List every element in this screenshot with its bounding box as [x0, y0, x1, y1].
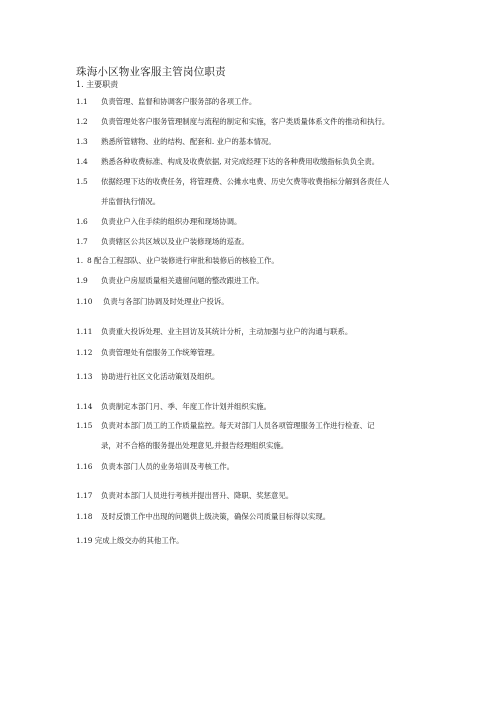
duty-text: 负责管理、监督和协调客户服务部的各项工作。 — [101, 97, 257, 106]
duty-item — [76, 402, 271, 412]
duty-continuation: 并监督执行情况。 — [101, 197, 161, 206]
duty-number: 1.7 — [76, 237, 88, 246]
duty-number: 1.15 — [76, 421, 93, 430]
duty-number: 1.16 — [76, 462, 93, 471]
duty-text: 负责重大投诉处理、业主回访及其统计分析，主动加强与业户的沟通与联系。 — [101, 327, 353, 336]
duty-item — [76, 237, 249, 247]
duty-text: 及时反馈工作中出现的问题供上级决策，确保公司质量目标得以实现。 — [101, 512, 331, 521]
duty-number: 1.12 — [76, 348, 93, 357]
duty-item — [76, 421, 374, 431]
duty-item — [76, 348, 219, 358]
duty-item — [76, 276, 264, 286]
duty-text: 负责制定本部门月、季、年度工作计划并组织实施。 — [101, 402, 271, 411]
duty-text: 负责管理处客户服务管理制度与流程的制定和实施，客户类质量体系文件的推动和执行。 — [101, 117, 390, 126]
duty-number: 1.14 — [76, 402, 93, 411]
duty-item — [76, 217, 241, 227]
duty-number: 1.1 — [76, 97, 88, 106]
duty-number: 1.10 — [76, 297, 93, 306]
duty-item — [76, 137, 276, 147]
section-heading: 1. 主要职责 — [76, 80, 119, 89]
duty-text: 负责本部门人员的业务培训及考核工作。 — [101, 462, 235, 471]
duty-number: 1.11 — [76, 327, 93, 336]
duty-text: 1.19 完成上级交办的其他工作。 — [76, 536, 184, 545]
duty-text: 熟悉所管辖物、业的结构、配套和. 业户的基本情况。 — [101, 137, 276, 146]
duty-number: 1.4 — [76, 157, 88, 166]
duty-number: 1.17 — [76, 491, 93, 500]
duty-item — [76, 327, 352, 337]
duty-item — [76, 297, 229, 307]
duty-number: 1. — [76, 256, 84, 265]
duty-item — [76, 97, 256, 107]
duty-text: 负责对本部门人员进行考核并提出晋升、降职、奖惩意见。 — [101, 491, 294, 500]
duty-number: 1.6 — [76, 217, 88, 226]
duty-text: 依据经理下达的收费任务，将管理费、公摊水电费、历史欠费等收费指标分解到各责任人 — [101, 177, 390, 186]
duty-continuation: 录，对不合格的服务提出处理意见,并报告经理组织实施。 — [101, 441, 289, 450]
duty-number: 1.3 — [76, 137, 88, 146]
duty-number: 1.13 — [76, 372, 93, 381]
duty-item — [76, 256, 279, 266]
duty-text: 协助进行社区文化活动策划及组织。 — [101, 372, 220, 381]
duty-item — [76, 177, 389, 187]
duty-text: 负责与各部门协调及时处理业户投诉。 — [103, 297, 229, 306]
duty-text: 负责业户入住手续的组织办理和现场协调。 — [101, 217, 242, 226]
duty-item — [76, 536, 184, 546]
duty-text: 负责管理处有偿服务工作统筹管理。 — [101, 348, 220, 357]
duty-text: 8 配合工程部队、业户装修进行审批和装修后的核验工作。 — [87, 256, 279, 265]
duty-item — [76, 372, 219, 382]
duty-text: 负责业户房屋质量相关遗留问题的整改跟进工作。 — [101, 276, 264, 285]
duty-text: 熟悉各种收费标准、构成及收费依据, 对完成经理下达的各种费用收缴指标负负全责。 — [101, 157, 380, 166]
duty-number: 1.18 — [76, 512, 93, 521]
duty-item — [76, 117, 389, 127]
duty-item — [76, 491, 293, 501]
duty-item — [76, 462, 234, 472]
duty-number: 1.2 — [76, 117, 88, 126]
duty-text: 负责辖区公共区域以及业户装修现场的巡查。 — [101, 237, 249, 246]
duty-number: 1.5 — [76, 177, 88, 186]
duty-number: 1.9 — [76, 276, 88, 285]
duty-text: 负责对本部门员工的工作质量监控。每天对部门人员各项管理服务工作进行检查、记 — [101, 421, 375, 430]
duty-item — [76, 157, 379, 167]
document-title: 珠海小区物业客服主管岗位职责 — [76, 66, 226, 78]
duty-item — [76, 512, 330, 522]
